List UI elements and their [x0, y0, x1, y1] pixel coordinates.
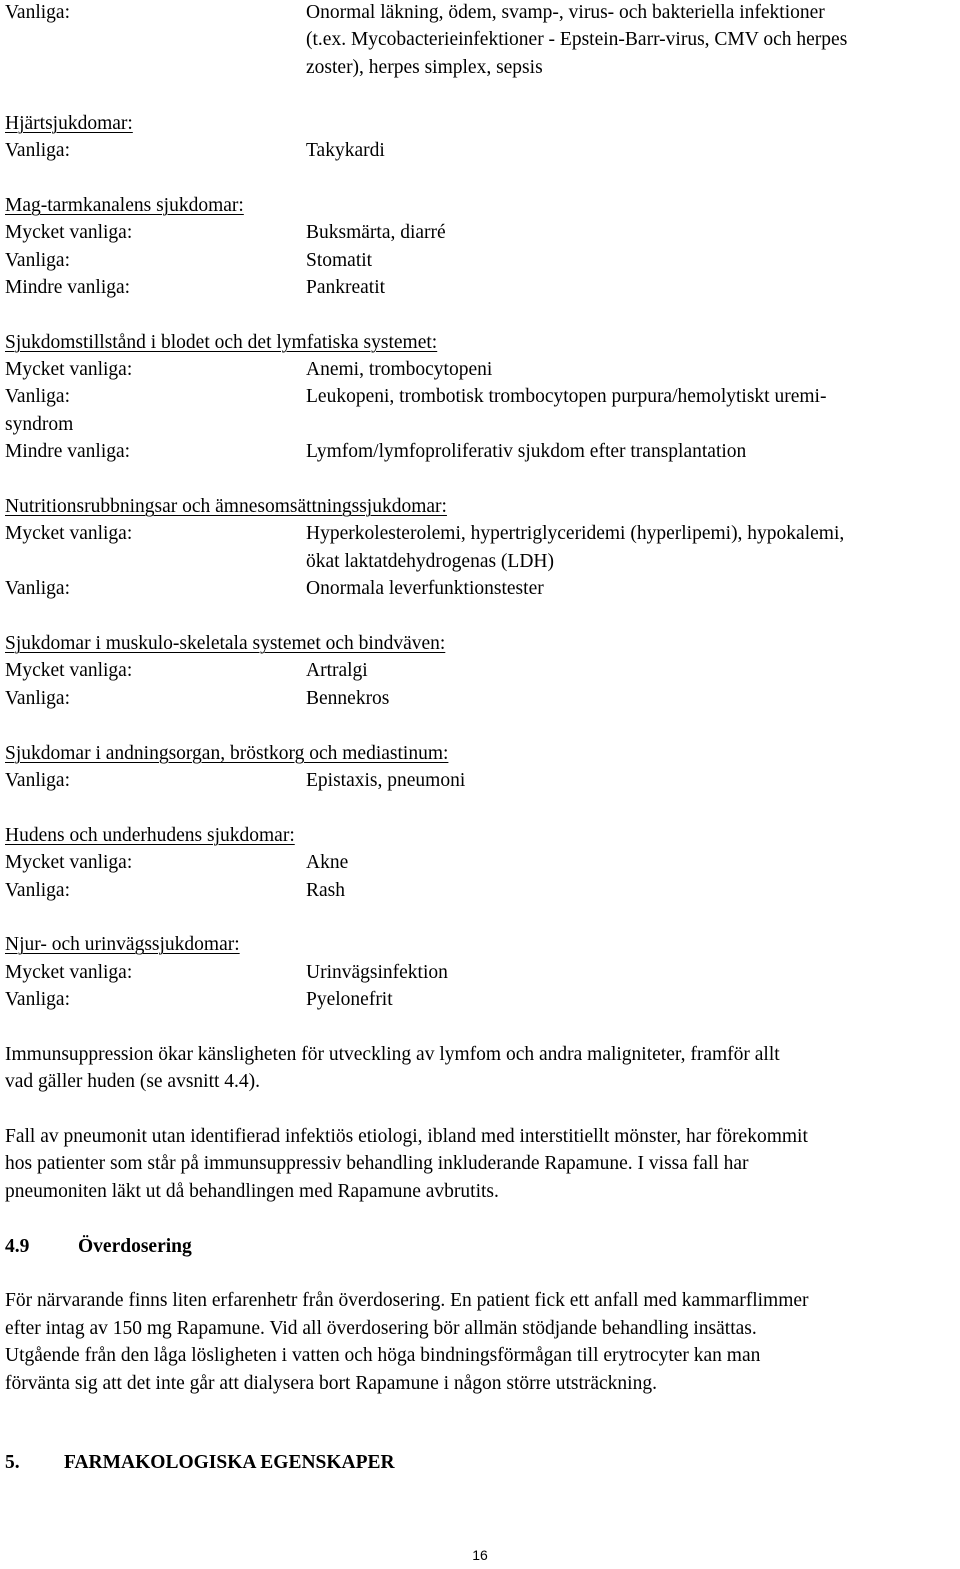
paragraph-immunosuppression-line: vad gäller huden (se avsnitt 4.4). — [5, 1071, 261, 1093]
paragraph-pneumonitis-line: pneumoniten läkt ut då behandlingen med Rapamune avbrutits. — [5, 1180, 499, 1202]
infections-row-cont — [5, 26, 955, 53]
adverse-effect-text: Takykardi — [306, 139, 385, 161]
section-title-cardiac: Hjärtsjukdomar: — [5, 112, 133, 134]
adverse-effect-text: Pyelonefrit — [306, 989, 393, 1011]
nutrition-row — [5, 575, 955, 602]
frequency-label: Mycket vanliga: — [5, 660, 133, 682]
adverse-effect-text: syndrom — [5, 413, 74, 435]
respiratory-row — [5, 767, 955, 794]
adverse-effect-text: Bennekros — [306, 687, 390, 709]
cardiac-row — [5, 137, 955, 164]
skin-row — [5, 877, 955, 904]
adverse-effect-text: Onormala leverfunktionstester — [306, 578, 544, 600]
paragraph-overdose-line: efter intag av 150 mg Rapamune. Vid all överdosering bör allmän stödjande behandling insättas. — [5, 1317, 757, 1339]
section-title: FARMAKOLOGISKA EGENSKAPER — [64, 1451, 395, 1473]
adverse-effect-text: zoster), herpes simplex, sepsis — [306, 56, 543, 78]
section-heading-4-9 — [5, 1233, 955, 1260]
paragraph-pneumonitis-line: Fall av pneumonit utan identifierad infektiös etiologi, ibland med interstitiellt mönster, har förekommit — [5, 1126, 808, 1148]
paragraph-overdose-line: förvänta sig att det inte går att dialysera bort Rapamune i någon större utsträckning. — [5, 1372, 657, 1394]
infections-row-cont — [5, 54, 955, 81]
paragraph-pneumonitis-line: hos patienter som står på immunsuppressiv behandling inkluderande Rapamune. I vissa fall har — [5, 1153, 749, 1175]
adverse-effect-text: ökat laktatdehydrogenas (LDH) — [306, 550, 554, 572]
section-number: 5. — [5, 1451, 20, 1473]
frequency-label: Mycket vanliga: — [5, 961, 133, 983]
section-number: 4.9 — [5, 1235, 30, 1257]
nutrition-row-cont — [5, 548, 955, 575]
section-title-respiratory: Sjukdomar i andningsorgan, bröstkorg och mediastinum: — [5, 742, 449, 764]
skin-row — [5, 849, 955, 876]
adverse-effect-text: Stomatit — [306, 249, 373, 271]
section-title-renal: Njur- och urinvägssjukdomar: — [5, 934, 240, 956]
frequency-label: Mycket vanliga: — [5, 523, 133, 545]
document-page — [5, 0, 955, 1476]
gi-row — [5, 274, 955, 301]
gi-row — [5, 219, 955, 246]
frequency-label: Vanliga: — [5, 989, 70, 1011]
gi-row — [5, 247, 955, 274]
section-title-skin: Hudens och underhudens sjukdomar: — [5, 824, 295, 846]
adverse-effect-text: Urinvägsinfektion — [306, 961, 448, 983]
frequency-label: Vanliga: — [5, 879, 70, 901]
frequency-label: Mycket vanliga: — [5, 359, 133, 381]
musculo-row — [5, 685, 955, 712]
adverse-effect-text: Buksmärta, diarré — [306, 222, 446, 244]
renal-row — [5, 959, 955, 986]
blood-row-cont — [5, 411, 955, 438]
adverse-effect-text: Anemi, trombocytopeni — [306, 359, 493, 381]
frequency-label: Vanliga: — [5, 687, 70, 709]
frequency-label: Vanliga: — [5, 249, 70, 271]
frequency-label: Mindre vanliga: — [5, 276, 131, 298]
blood-row — [5, 356, 955, 383]
adverse-effect-text: Onormal läkning, ödem, svamp-, virus- och bakteriella infektioner — [306, 2, 825, 23]
musculo-row — [5, 657, 955, 684]
section-title-musculo: Sjukdomar i muskulo-skeletala systemet och bindväven: — [5, 632, 446, 654]
adverse-effect-text: Artralgi — [306, 660, 368, 682]
adverse-effect-text: Leukopeni, trombotisk trombocytopen purpura/hemolytiskt uremi- — [306, 386, 827, 408]
blood-row — [5, 438, 955, 465]
frequency-label: Vanliga: — [5, 769, 70, 791]
section-title: Överdosering — [78, 1235, 192, 1257]
frequency-label: Mindre vanliga: — [5, 441, 131, 463]
paragraph-overdose-line: För närvarande finns liten erfarenhetr från överdosering. En patient fick ett anfall med kammarflimmer — [5, 1290, 809, 1312]
adverse-effect-text: Epistaxis, pneumoni — [306, 769, 466, 791]
frequency-label: Vanliga: — [5, 578, 70, 600]
frequency-label: Vanliga: — [5, 139, 70, 161]
renal-row — [5, 986, 955, 1013]
paragraph-overdose-line: Utgående från den låga lösligheten i vatten och höga bindningsförmågan till erytrocyter kan man — [5, 1345, 761, 1367]
page-number: 16 — [472, 1547, 488, 1563]
section-heading-5 — [5, 1449, 955, 1476]
frequency-label: Mycket vanliga: — [5, 852, 133, 874]
frequency-label: Vanliga: — [5, 386, 70, 408]
adverse-effect-text: Rash — [306, 879, 345, 901]
adverse-effect-text: Pankreatit — [306, 276, 386, 298]
adverse-effect-text: Hyperkolesterolemi, hypertriglyceridemi (hyperlipemi), hypokalemi, — [306, 523, 845, 545]
infections-row — [5, 0, 955, 26]
blood-row — [5, 383, 955, 410]
paragraph-immunosuppression-line: Immunsuppression ökar känsligheten för utveckling av lymfom och andra maligniteter, framför allt — [5, 1043, 780, 1065]
adverse-effect-text: Lymfom/lymfoproliferativ sjukdom efter transplantation — [306, 441, 747, 463]
frequency-label: Mycket vanliga: — [5, 222, 133, 244]
section-title-gi: Mag-tarmkanalens sjukdomar: — [5, 194, 244, 216]
section-title-blood: Sjukdomstillstånd i blodet och det lymfatiska systemet: — [5, 331, 438, 353]
adverse-effect-text: (t.ex. Mycobacterieinfektioner - Epstein-Barr-virus, CMV och herpes — [306, 29, 848, 51]
adverse-effect-text: Akne — [306, 852, 349, 874]
section-title-nutrition: Nutritionsrubbningsar och ämnesomsättningssjukdomar: — [5, 496, 447, 518]
nutrition-row — [5, 520, 955, 547]
frequency-label: Vanliga: — [5, 2, 70, 23]
